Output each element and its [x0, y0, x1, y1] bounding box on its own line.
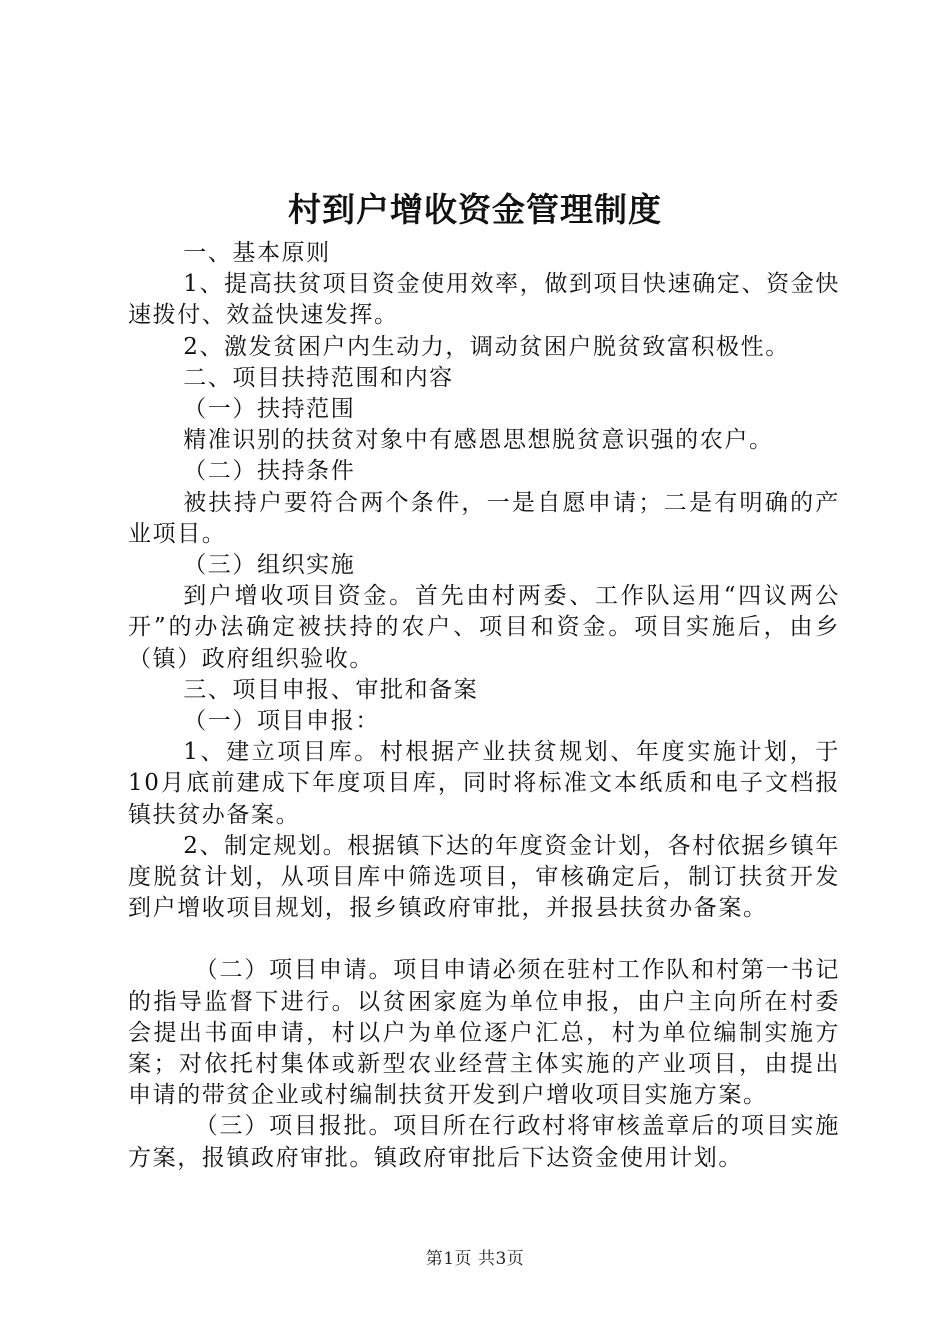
paragraph: （三）项目报批。项目所在行政村将审核盖章后的项目实施方案，报镇政府审批。镇政府审批后下达资金使用计划。	[128, 1113, 840, 1171]
page-number-footer: 第1页 共3页	[425, 1249, 525, 1269]
subsection-heading: （三）组织实施	[183, 552, 356, 579]
paragraph: 被扶持户要符合两个条件，一是自愿申请；二是有明确的产业项目。	[128, 489, 840, 547]
section-heading-3: 三、项目申报、审批和备案	[183, 676, 479, 703]
subsection-heading: （二）扶持条件	[183, 458, 356, 485]
document-title: 村到户增收资金管理制度	[288, 190, 662, 229]
blank-line	[128, 924, 840, 955]
paragraph: 1、建立项目库。村根据产业扶贫规划、年度实施计划，于10月底前建成下年度项目库，同时将标准文本纸质和电子文档报镇扶贫办备案。	[128, 739, 840, 828]
subsection-heading: （一）扶持范围	[183, 396, 356, 423]
paragraph: 2、制定规划。根据镇下达的年度资金计划，各村依据乡镇年度脱贫计划，从项目库中筛选项目，审核确定后，制订扶贫开发到户增收项目规划，报乡镇政府审批，并报县扶贫办备案。	[128, 832, 840, 922]
paragraph: （二）项目申请。项目申请必须在驻村工作队和村第一书记的指导监督下进行。以贫困家庭为单位申报，由户主向所在村委会提出书面申请，村以户为单位逐户汇总，村为单位编制实施方案；对依托村集体或新型农业经营主体实施的产业项目，由提出申请的带贫企业或村编制扶贫开发到户增收项目实施方案。	[128, 957, 840, 1109]
paragraph: 精准识别的扶贫对象中有感恩思想脱贫意识强的农户。	[183, 427, 774, 454]
paragraph: 2、激发贫困户内生动力，调动贫困户脱贫致富积极性。	[183, 333, 790, 360]
section-heading-1: 一、基本原则	[183, 240, 331, 266]
paragraph: 1、提高扶贫项目资金使用效率，做到项目快速确定、资金快速拨付、效益快速发挥。	[128, 271, 840, 329]
paragraph: 到户增收项目资金。首先由村两委、工作队运用“四议两公开”的办法确定被扶持的农户、项目和资金。项目实施后，由乡（镇）政府组织验收。	[128, 583, 840, 672]
document-body	[128, 238, 840, 1174]
subsection-heading: （一）项目申报：	[183, 708, 380, 735]
section-heading-2: 二、项目扶持范围和内容	[183, 364, 454, 391]
